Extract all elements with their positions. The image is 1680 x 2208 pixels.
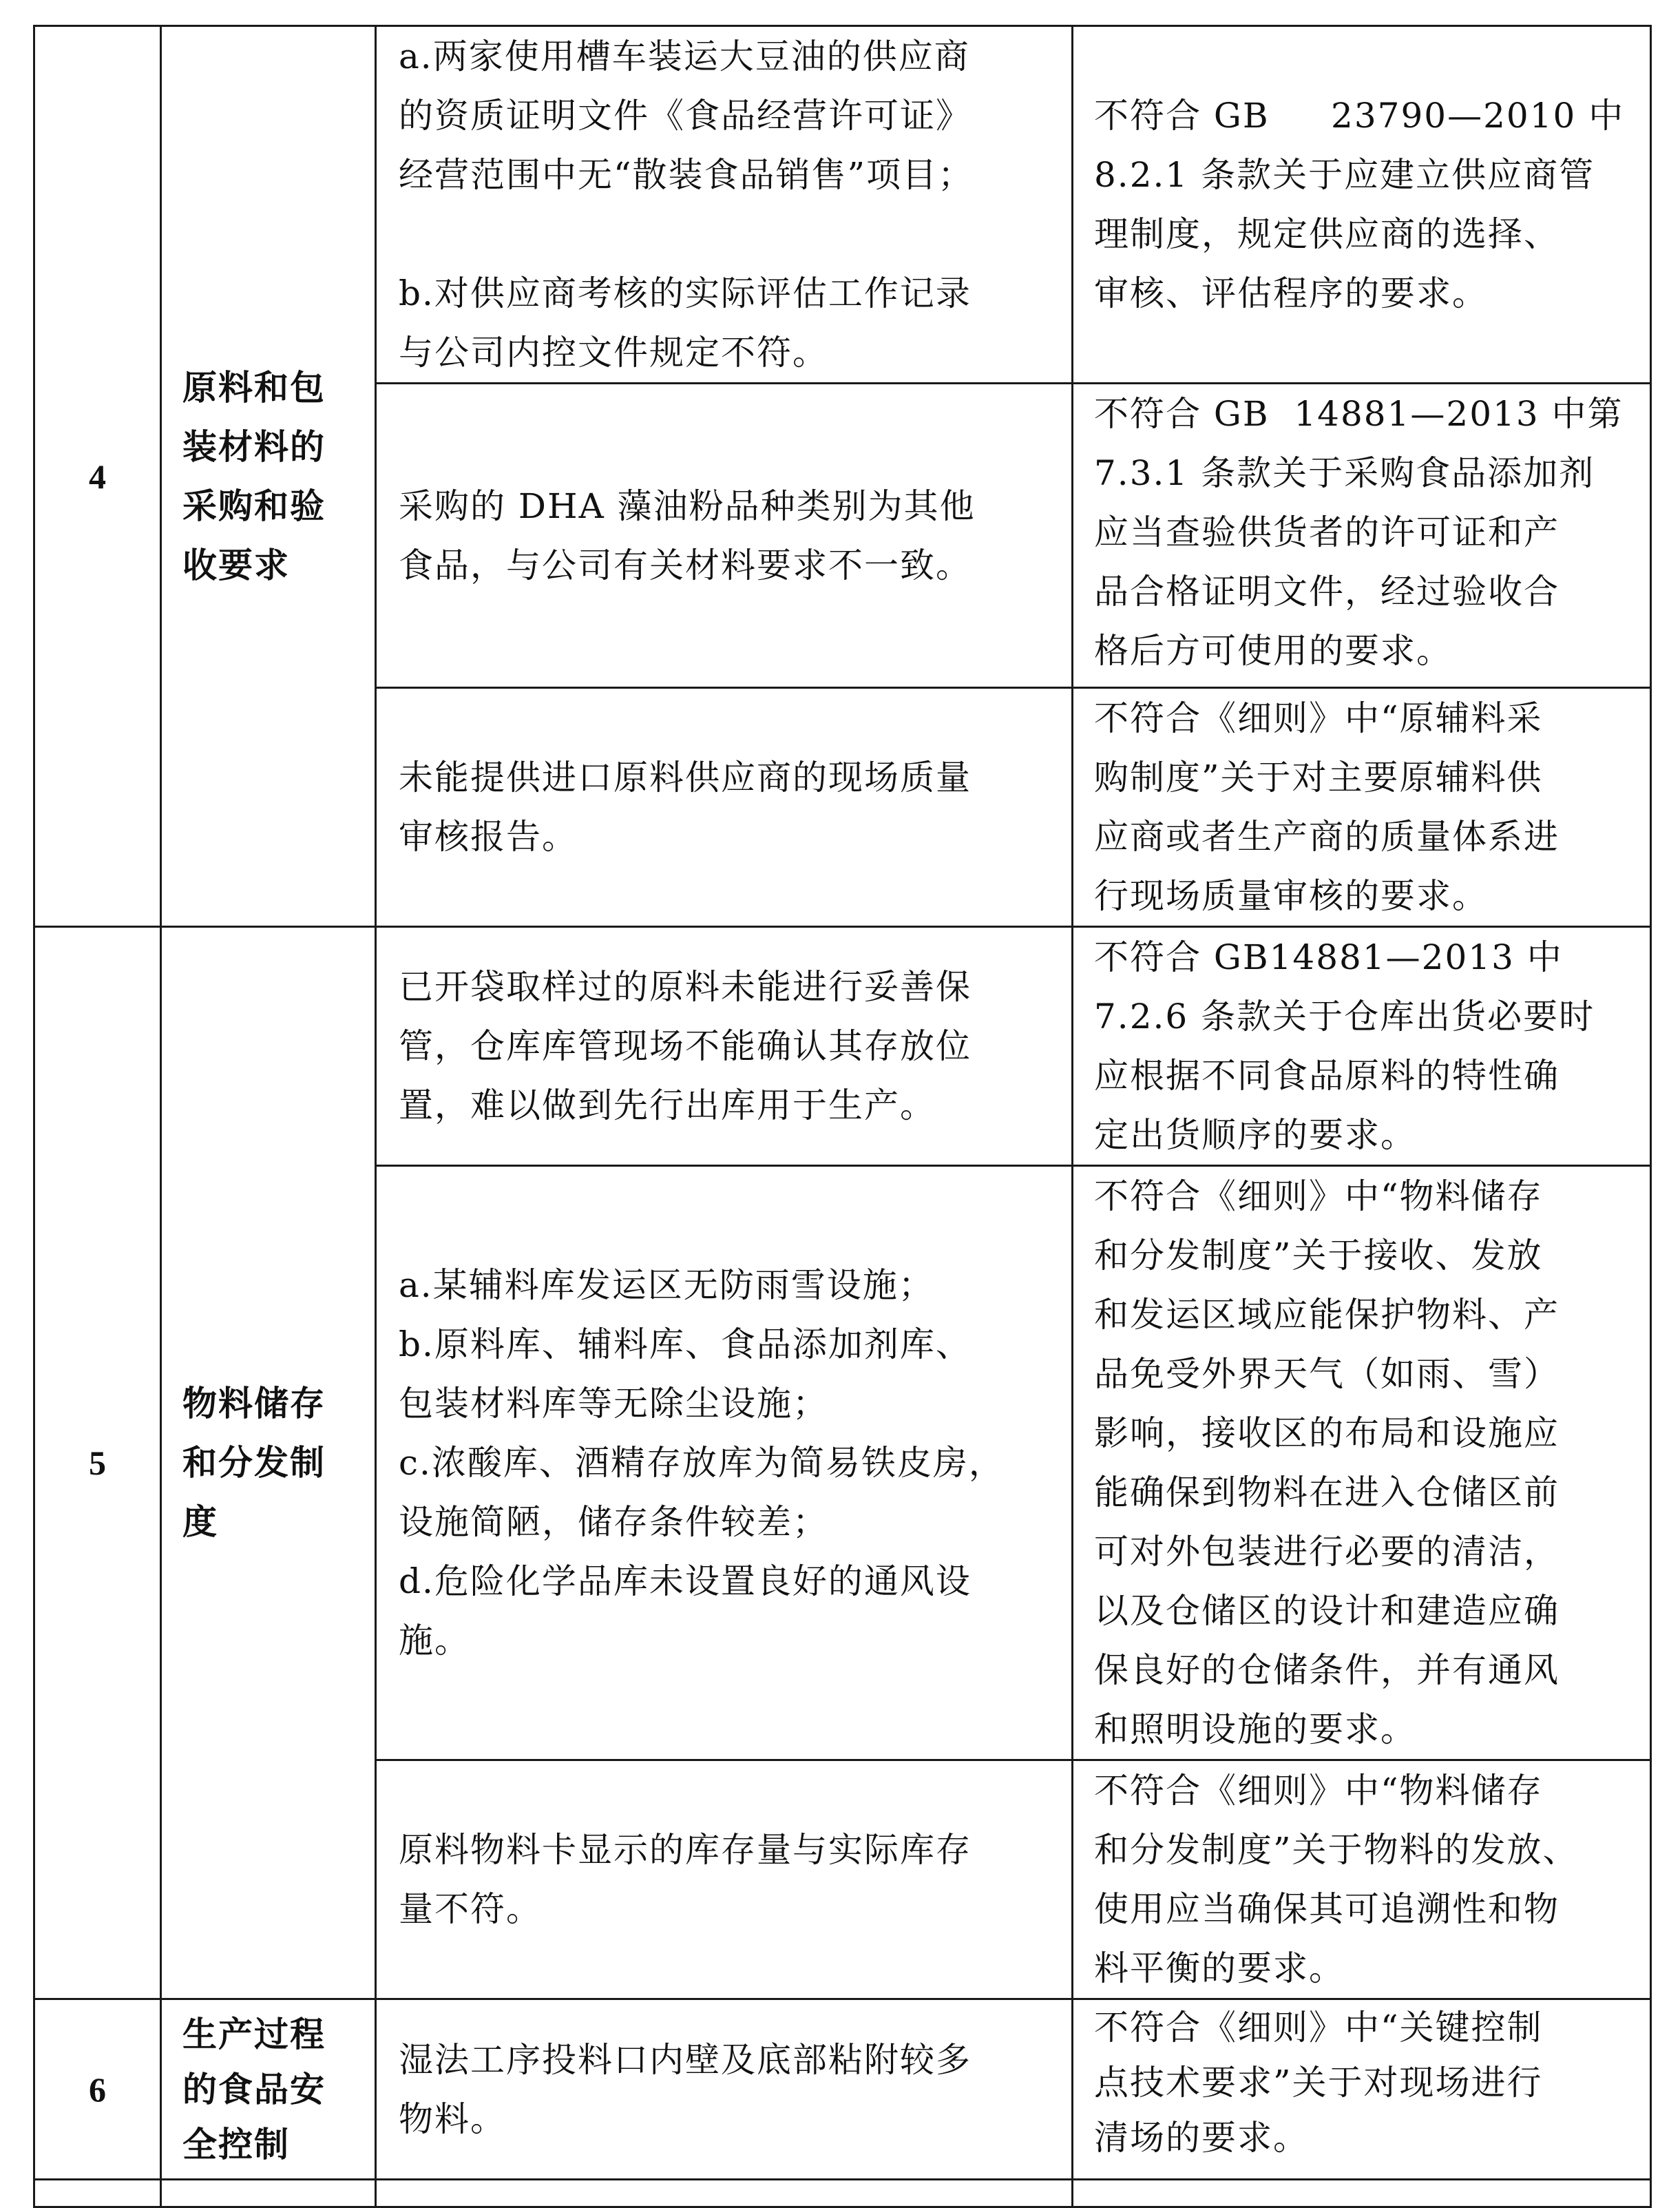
inspection-item-line: 和分发制 xyxy=(182,1443,326,1483)
basis-line: 不符合《细则》中“物料储存 xyxy=(1094,1176,1543,1216)
regulation-basis xyxy=(1073,688,1651,927)
basis-line: 8.2.1 条款关于应建立供应商管 xyxy=(1094,155,1595,195)
inspection-item xyxy=(161,927,376,1999)
basis-line: 不符合《细则》中“原辅料采 xyxy=(1094,698,1543,738)
basis-line: 应商或者生产商的质量体系进 xyxy=(1094,817,1560,857)
basis-line: 格后方可使用的要求。 xyxy=(1094,631,1452,671)
table-cell xyxy=(1073,2180,1651,2207)
issue-line: d.危险化学品库未设置良好的通风设 xyxy=(399,1561,972,1601)
issue-description xyxy=(376,1166,1073,1760)
issue-line: b.对供应商考核的实际评估工作记录 xyxy=(399,273,972,313)
basis-line: 可对外包装进行必要的清洁， xyxy=(1094,1532,1560,1572)
issue-line: a.某辅料库发运区无防雨雪设施； xyxy=(399,1265,934,1305)
basis-line: 定出货顺序的要求。 xyxy=(1094,1115,1416,1155)
basis-line: 品合格证明文件，经过验收合 xyxy=(1094,572,1560,612)
issue-line: 原料物料卡显示的库存量与实际库存 xyxy=(399,1830,972,1870)
basis-line: 行现场质量审核的要求。 xyxy=(1094,876,1488,916)
basis-line: 理制度，规定供应商的选择、 xyxy=(1094,214,1560,254)
basis-line: 不符合 GB 14881—2013 中第 xyxy=(1094,394,1624,434)
inspection-item-line: 装材料的 xyxy=(182,426,326,467)
basis-line: 使用应当确保其可追溯性和物 xyxy=(1094,1889,1560,1929)
issue-description xyxy=(376,384,1073,688)
issue-line: 置，难以做到先行出库用于生产。 xyxy=(399,1085,936,1125)
row-number: 6 xyxy=(34,1999,161,2180)
issue-line: 采购的 DHA 藻油粉品种类别为其他 xyxy=(399,486,976,526)
issue-description xyxy=(376,1760,1073,1999)
issue-line: 湿法工序投料口内壁及底部粘附较多 xyxy=(399,2039,972,2080)
findings-table xyxy=(33,25,1652,2208)
issue-line: 包装材料库等无除尘设施； xyxy=(399,1384,828,1424)
regulation-basis xyxy=(1073,384,1651,688)
basis-line: 7.3.1 条款关于采购食品添加剂 xyxy=(1094,453,1595,493)
table-cell xyxy=(161,2180,376,2207)
issue-line: c.浓酸库、酒精存放库为简易铁皮房， xyxy=(399,1443,1005,1483)
issue-line: 食品，与公司有关材料要求不一致。 xyxy=(399,545,972,585)
issue-line: 设施简陋，储存条件较差； xyxy=(399,1502,828,1542)
row-number: 5 xyxy=(34,927,161,1999)
inspection-item-line: 生产过程 xyxy=(182,2014,326,2054)
row-number: 4 xyxy=(34,26,161,927)
table-row xyxy=(34,927,1651,1166)
basis-line: 购制度”关于对主要原辅料供 xyxy=(1094,758,1543,798)
issue-line: a.两家使用槽车装运大豆油的供应商 xyxy=(399,37,970,76)
basis-line: 7.2.6 条款关于仓库出货必要时 xyxy=(1094,997,1595,1037)
issue-line: b.原料库、辅料库、食品添加剂库、 xyxy=(399,1324,972,1364)
basis-line: 不符合 GB14881—2013 中 xyxy=(1094,937,1563,977)
regulation-basis xyxy=(1073,927,1651,1166)
regulation-basis xyxy=(1073,1760,1651,1999)
basis-line: 和分发制度”关于接收、发放 xyxy=(1094,1236,1543,1275)
basis-line: 应根据不同食品原料的特性确 xyxy=(1094,1056,1560,1096)
regulation-basis xyxy=(1073,1999,1651,2180)
inspection-item-line: 采购和验 xyxy=(182,486,326,526)
basis-line: 不符合《细则》中“关键控制 xyxy=(1094,2008,1543,2048)
inspection-item-line: 全控制 xyxy=(182,2124,290,2165)
basis-line: 品免受外界天气（如雨、雪） xyxy=(1094,1354,1560,1394)
inspection-item-line: 原料和包 xyxy=(182,367,326,408)
basis-line: 点技术要求”关于对现场进行 xyxy=(1094,2063,1543,2103)
paragraph-gap xyxy=(399,205,1051,264)
issue-line: 与公司内控文件规定不符。 xyxy=(399,333,828,373)
issue-line: 审核报告。 xyxy=(399,817,578,857)
table-row xyxy=(34,26,1651,384)
issue-description xyxy=(376,26,1073,384)
inspection-item xyxy=(161,1999,376,2180)
inspection-item-line: 收要求 xyxy=(182,545,290,585)
basis-line: 以及仓储区的设计和建造应确 xyxy=(1094,1591,1560,1631)
issue-line: 物料。 xyxy=(399,2098,506,2139)
issue-line: 施。 xyxy=(399,1621,470,1660)
basis-line: 保良好的仓储条件，并有通风 xyxy=(1094,1650,1560,1690)
issue-line: 的资质证明文件《食品经营许可证》 xyxy=(399,96,972,136)
issue-line: 管，仓库库管现场不能确认其存放位 xyxy=(399,1026,972,1066)
basis-line: 和分发制度”关于物料的发放、 xyxy=(1094,1830,1579,1870)
basis-line: 和发运区域应能保护物料、产 xyxy=(1094,1295,1560,1335)
issue-line: 未能提供进口原料供应商的现场质量 xyxy=(399,758,972,798)
basis-line: 审核、评估程序的要求。 xyxy=(1094,273,1488,313)
inspection-item-line: 度 xyxy=(182,1502,218,1542)
table-cell xyxy=(34,2180,161,2207)
basis-line: 料平衡的要求。 xyxy=(1094,1948,1345,1988)
issue-line: 量不符。 xyxy=(399,1889,542,1929)
issue-description xyxy=(376,927,1073,1166)
regulation-basis xyxy=(1073,26,1651,384)
basis-line: 能确保到物料在进入仓储区前 xyxy=(1094,1472,1560,1512)
basis-line: 和照明设施的要求。 xyxy=(1094,1709,1416,1749)
basis-line: 清场的要求。 xyxy=(1094,2118,1309,2158)
basis-line: 影响，接收区的布局和设施应 xyxy=(1094,1413,1560,1453)
basis-line: 不符合 GB 23790—2010 中 xyxy=(1094,96,1625,136)
issue-description xyxy=(376,688,1073,927)
basis-line: 不符合《细则》中“物料储存 xyxy=(1094,1771,1543,1811)
basis-line: 应当查验供货者的许可证和产 xyxy=(1094,512,1560,552)
table-row xyxy=(34,1999,1651,2180)
inspection-item-line: 的食品安 xyxy=(182,2069,326,2110)
issue-line: 经营范围中无“散装食品销售”项目； xyxy=(399,155,974,195)
inspection-item-line: 物料储存 xyxy=(182,1384,326,1424)
table-row xyxy=(34,2180,1651,2207)
issue-line: 已开袋取样过的原料未能进行妥善保 xyxy=(399,967,972,1007)
regulation-basis xyxy=(1073,1166,1651,1760)
issue-description xyxy=(376,1999,1073,2180)
table-cell xyxy=(376,2180,1073,2207)
inspection-item xyxy=(161,26,376,927)
